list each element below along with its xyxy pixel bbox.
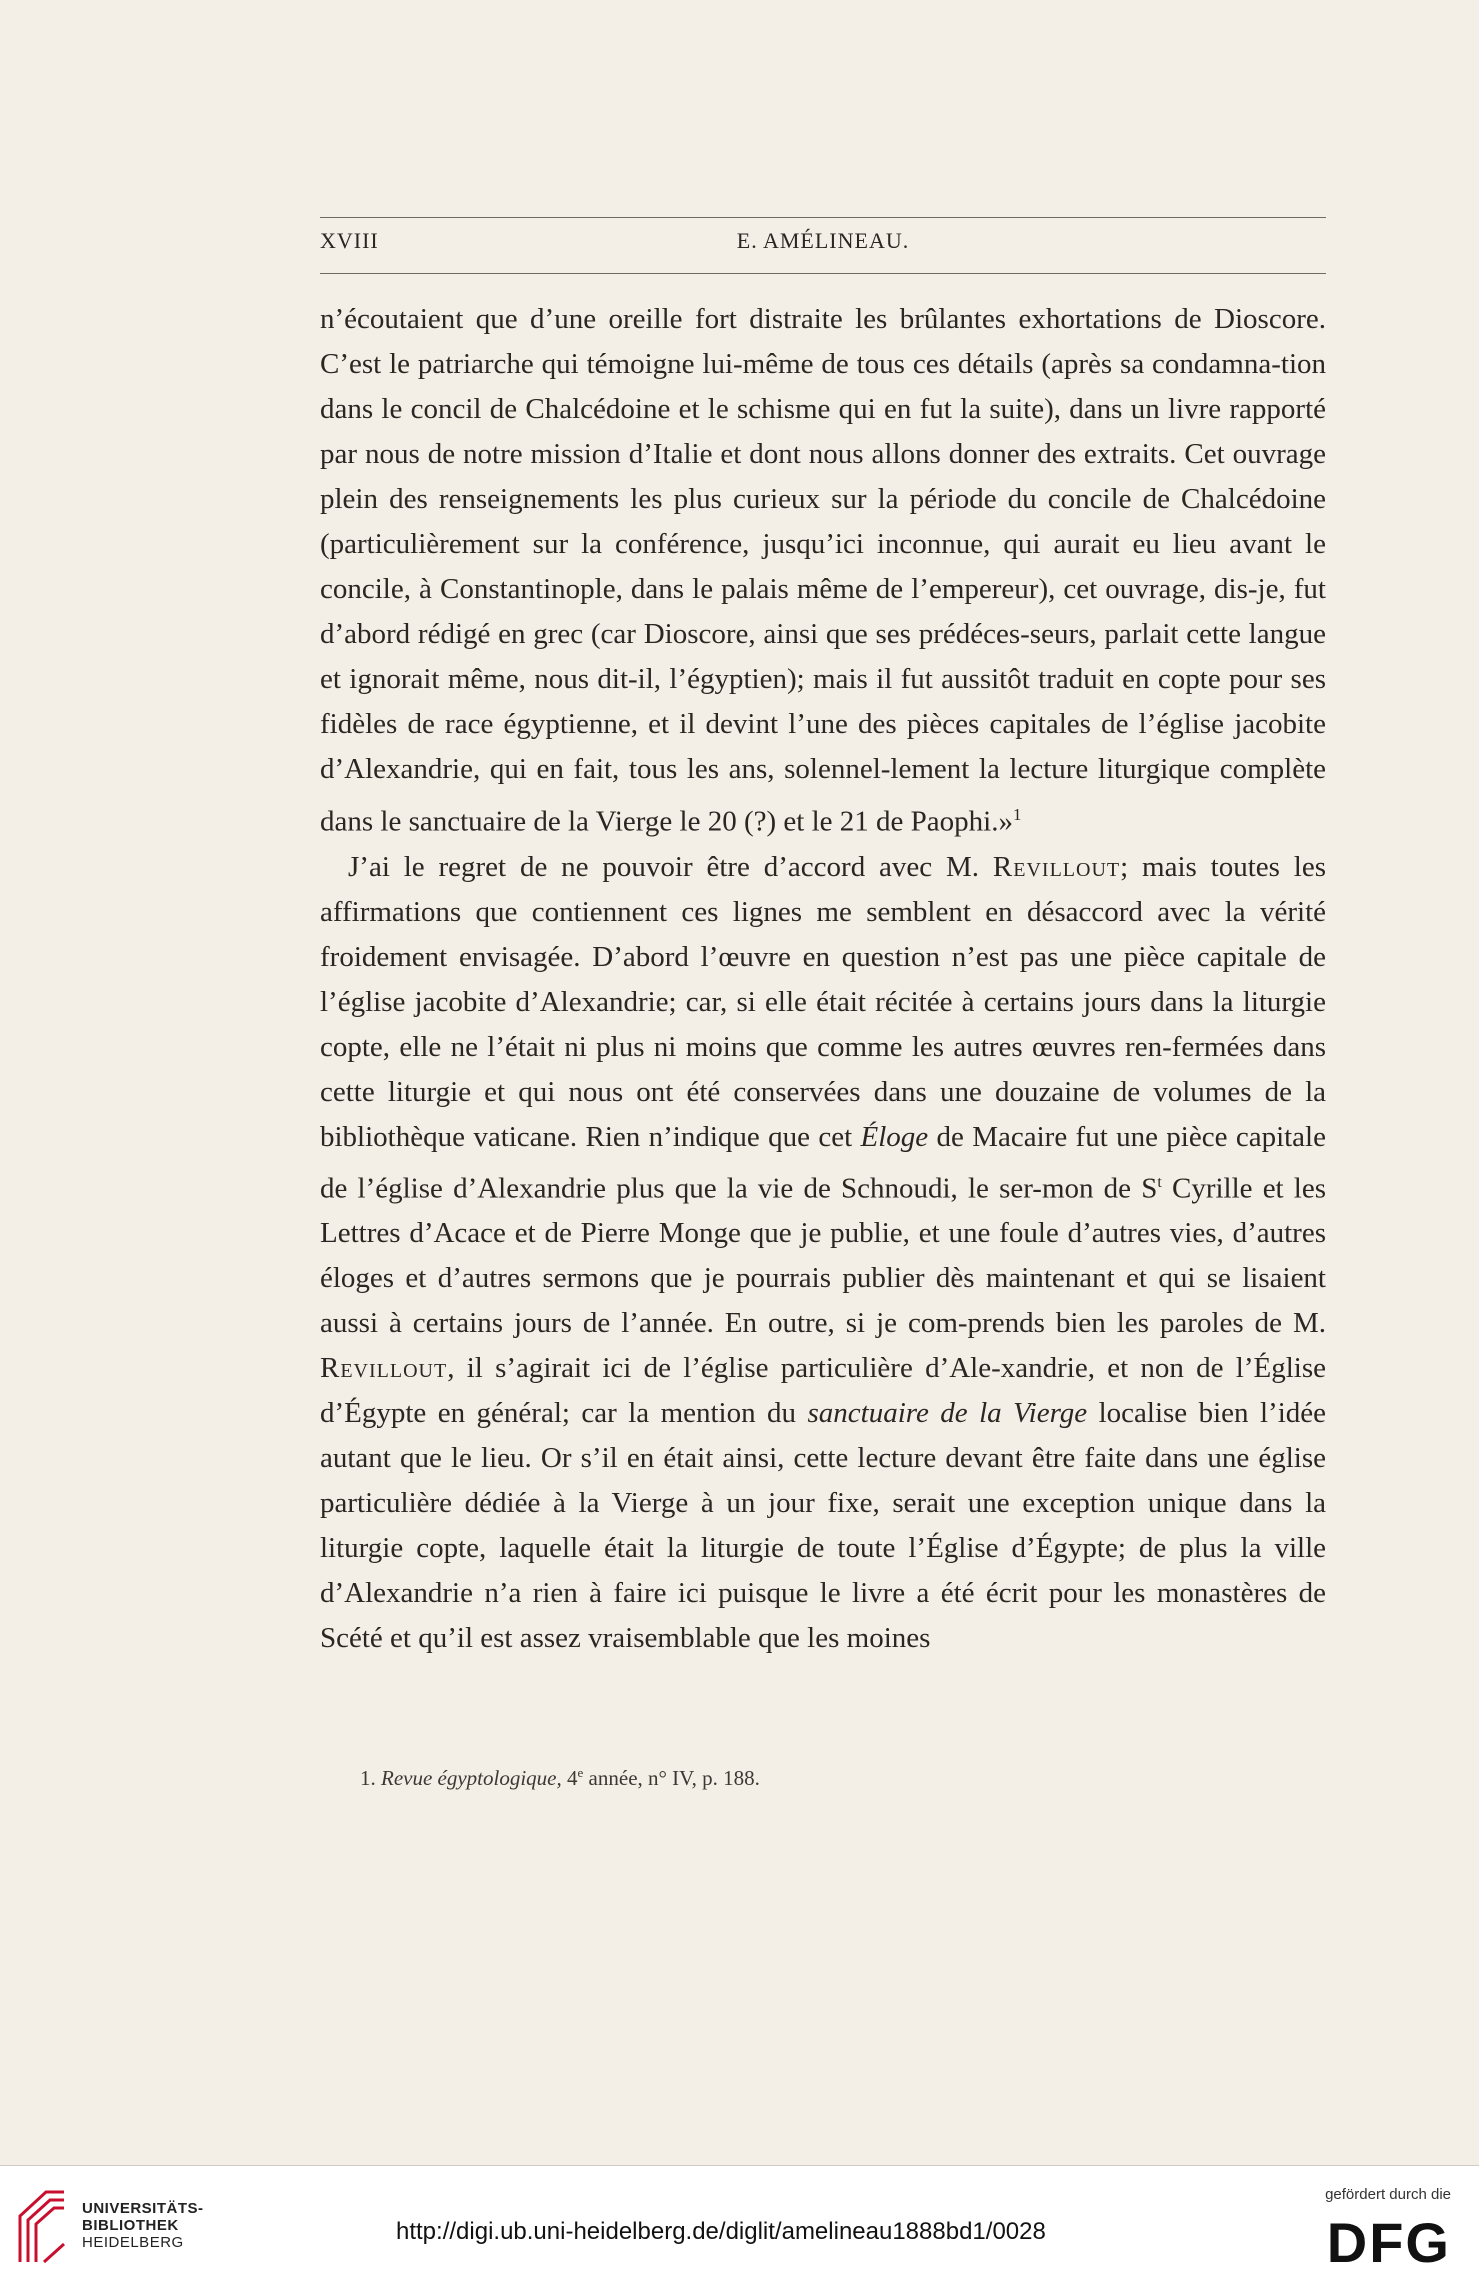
footnote-title: Revue égyptologique,	[381, 1766, 562, 1790]
library-name-line-1: UNIVERSITÄTS-	[82, 2200, 204, 2217]
header-rule-bottom	[320, 273, 1326, 274]
library-name-line-2: BIBLIOTHEK	[82, 2217, 179, 2234]
funding-note: gefördert durch die	[1325, 2186, 1451, 2203]
permalink-url[interactable]: http://digi.ub.uni-heidelberg.de/diglit/amelineau1888bd1/0028	[396, 2218, 1046, 2245]
paragraph-2-part-5: , il s’agirait ici de l’église particulière d’Ale-xandrie, et non de l’Église d’Égypte en général; car la mention du	[320, 1352, 1326, 1430]
italic-sanctuaire: sanctuaire de la Vierge	[807, 1397, 1088, 1430]
footnote	[360, 1758, 1320, 1793]
saint-abbrev-sup: t	[1157, 1173, 1162, 1191]
paragraph-2	[320, 845, 1326, 1662]
footnote-text-a: 4	[561, 1766, 578, 1790]
library-name[interactable]	[82, 2200, 204, 2251]
author-name-revillout: Revillout	[992, 850, 1121, 883]
paragraph-2-part-1: J’ai le regret de ne pouvoir être d’accord avec M.	[348, 850, 993, 883]
paragraph-2-part-3: de Macaire fut une pièce capitale de l’église d’Alexandrie plus que la vie de Schnoudi, le ser-mon de S	[320, 1120, 1326, 1205]
paragraph-1	[320, 297, 1326, 845]
italic-eloge: Éloge	[860, 1120, 929, 1153]
page-folio: XVIII	[320, 228, 379, 253]
paragraph-1-text: n’écoutaient que d’une oreille fort distraite les brûlantes exhortations de Dioscore. C’est le patriarche qui témoigne lui-même de tous ces détails (après sa condamna-tion dans le concil de Chalcédoine et le schisme qui en fut la suite), dans un livre rapporté par nous de notre mission d’Italie et dont nous allons donner des extraits. Cet ouvrage plein des renseignements les plus curieux sur la période du concile de Chalcédoine (particulièrement sur la conférence, jusqu’ici inconnue, qui aurait eu lieu avant le concile, à Constantinople, dans le palais même de l’empereur), cet ouvrage, dis-je, fut d’abord rédigé en grec (car Dioscore, ainsi que ses prédéces-seurs, parlait cette langue et ignorait même, nous dit-il, l’égyptien); mais il fut aussitôt traduit en copte pour ses fidèles de race égyptienne, et il devint l’une des pièces capitales de l’église jacobite d’Alexandrie, qui en fait, tous les ans, solennel-lement la lecture liturgique complète dans le sanctuaire de la Vierge le 20 (?) et le 21 de Paophi.»	[320, 303, 1326, 838]
footnote-sup: e	[577, 1765, 584, 1780]
digitization-footer	[0, 2165, 1479, 2289]
body-text	[320, 297, 1326, 1661]
footnote-ref: 1	[1012, 805, 1022, 824]
library-logo-icon[interactable]	[16, 2186, 68, 2266]
library-name-line-3: HEIDELBERG	[82, 2234, 184, 2251]
running-head	[320, 228, 1326, 262]
author-name-revillout-2: Revillout	[320, 1352, 448, 1385]
footnote-text-b: année, n° IV, p. 188.	[583, 1766, 760, 1790]
paragraph-2-part-4: Cyrille et les Lettres d’Acace et de Pierre Monge que je publie, et une foule d’autres vies, d’autres éloges et d’autres sermons que je pourrais publier dès maintenant et qui se lisaient aussi à certains jours de l’année. En outre, si je com-prends bien les paroles de M.	[320, 1172, 1327, 1340]
dfg-logo[interactable]: DFG	[1326, 2211, 1451, 2274]
header-rule-top	[320, 217, 1326, 218]
running-head-author: E. AMÉLINEAU.	[736, 228, 910, 253]
paragraph-2-part-2: ; mais toutes les affirmations que contiennent ces lignes me semblent en désaccord avec la vérité froidement envisagée. D’abord l’œuvre en question n’est pas une pièce capitale de l’église jacobite d’Alexandrie; car, si elle était récitée à certains jours dans la liturgie copte, elle ne l’était ni plus ni moins que comme les autres œuvres ren-fermées dans cette liturgie et qui nous ont été conservées dans une douzaine de volumes de la bibliothèque vaticane. Rien n’indique que cet	[320, 850, 1326, 1153]
paragraph-2-part-6: localise bien l’idée autant que le lieu. Or s’il en était ainsi, cette lecture devant être faite dans une église particulière dédiée à la Vierge à un jour fixe, serait une exception unique dans la liturgie copte, laquelle était la liturgie de toute l’Église d’Égypte; de plus la ville d’Alexandrie n’a rien à faire ici puisque le livre a été écrit pour les monastères de Scété et qu’il est assez vraisemblable que les moines	[320, 1397, 1326, 1655]
footnote-number: 1.	[360, 1766, 376, 1790]
